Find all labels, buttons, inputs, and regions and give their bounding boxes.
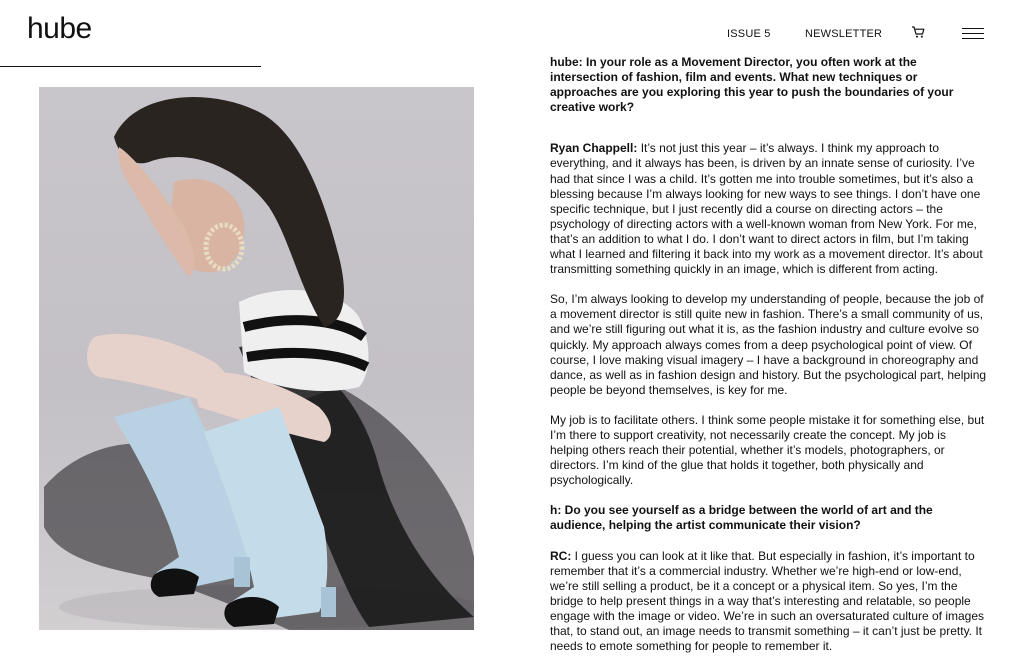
header-divider <box>0 66 261 67</box>
nav-issue-5[interactable]: ISSUE 5 <box>727 28 771 40</box>
logo[interactable]: hube <box>27 12 92 45</box>
question-2: h: Do you see yourself as a bridge between the world of art and the audience, helping the artist communicate their vision? <box>550 503 933 533</box>
article-body <box>550 55 987 669</box>
question-1: hube: In your role as a Movement Director, you often work at the intersection of fashion, film and events. What new techniques or approaches are you exploring this year to push the boundaries of your creative work? <box>550 55 954 115</box>
speaker-initials: RC: <box>550 548 572 563</box>
answer-1-paragraph-3: My job is to facilitate others. I think some people mistake it for something else, but I’m there to support creativity, not necessarily create the concept. My job is helping others reach their potential, whether it’s models, photographers, or directors. I’m kind of the glue that holds it together, both physically and psychologically. <box>550 412 985 488</box>
fashion-photo <box>39 87 474 630</box>
cart-icon[interactable] <box>911 25 925 39</box>
menu-icon[interactable] <box>962 28 984 40</box>
answer-1-paragraph-2: So, I’m always looking to develop my understanding of people, because the job of a movement director is still quite new in fashion. There’s a small community of us, and we’re still figuring out what it is, as the fashion industry and culture evolve so quickly. My approach always comes from a deep psychological point of view. Of course, I love making visual imagery – I have a background in choreography and dance, as well as in fashion design and history. But the psychological part, helping people be beyond themselves, is key for me. <box>550 292 987 397</box>
speaker-name: Ryan Chappell: <box>550 141 638 156</box>
answer-2 <box>550 549 987 655</box>
nav-newsletter[interactable]: NEWSLETTER <box>805 28 883 40</box>
answer-1-text: It’s not just this year – it’s always. I think my approach to everything, and it always has been, is driven by an innate sense of curiosity. I’ve had that since I was a child. It’s gotten me into trouble sometimes, but it’s also a blessing because I’m always looking for new ways to see things. I don’t have one specific technique, but I just recently did a course on directing actors – the psychology of directing actors with a well-known woman from New York. For me, that’s an addition to what I do. I don’t want to direct actors in film, but I’m taking what I learned and filtering it back into my work as a movement director. It’s about transmitting something quickly in an image, which is different from acting. <box>550 141 983 277</box>
answer-2-text: I guess you can look at it like that. But especially in fashion, it’s important to remember that it’s a commercial industry. Whether we’re high-end or low-end, we’re still selling a product, be it a concept or a physical item. So yes, I’m the bridge to help present things in a way that’s interesting and relatable, so people engage with the image or video. We’re in such an oversaturated culture of images that, to stand out, an image needs to transmit something – it can’t just be pretty. It needs to emote something for people to remember it. <box>550 548 985 654</box>
answer-1 <box>550 141 987 277</box>
